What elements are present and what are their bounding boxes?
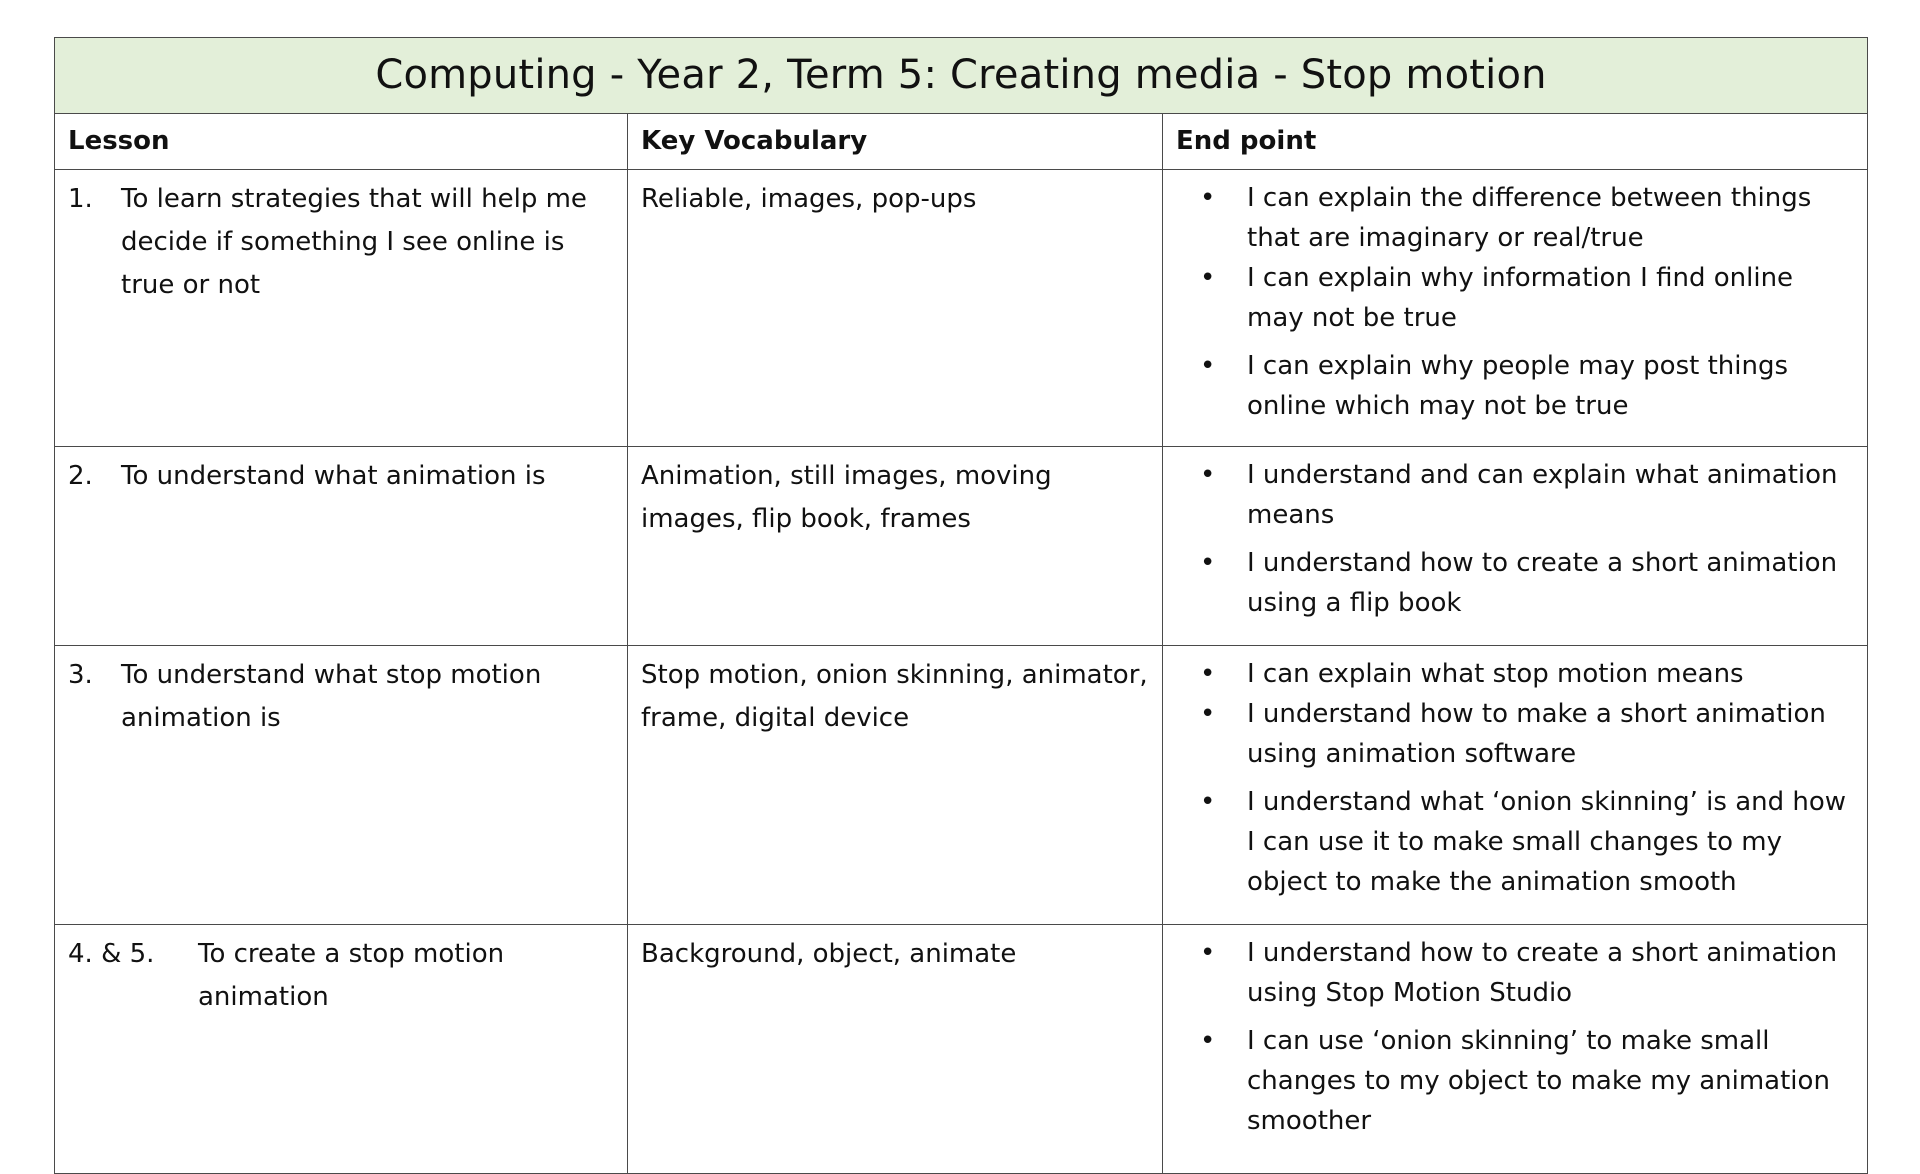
bullet-icon: • xyxy=(1200,938,1216,968)
lesson-number: 3. xyxy=(68,660,93,690)
lesson-number: 2. xyxy=(68,461,93,491)
bullet-icon: • xyxy=(1200,183,1216,213)
endpoint-list xyxy=(1176,455,1854,623)
bullet-icon: • xyxy=(1200,460,1216,490)
endpoint-item: • I can use ‘onion skinning’ to make small changes to my object to make my animation smoother xyxy=(1176,1021,1854,1141)
header-lesson: Lesson xyxy=(55,114,628,170)
endpoint-item: • I understand how to make a short animation using animation software xyxy=(1176,694,1854,774)
lesson-cell xyxy=(55,447,628,646)
endpoint-cell xyxy=(1163,925,1868,1174)
header-endpoint: End point xyxy=(1163,114,1868,170)
endpoint-item: • I understand what ‘onion skinning’ is and how I can use it to make small changes to my object to make the animation smooth xyxy=(1176,782,1854,902)
bullet-icon: • xyxy=(1200,263,1216,293)
lesson-title: To understand what stop motion animation is xyxy=(121,660,542,733)
vocabulary-cell: Reliable, images, pop-ups xyxy=(628,170,1163,447)
table-row xyxy=(55,925,1868,1174)
lesson-number: 4. & 5. xyxy=(68,939,155,969)
table-row xyxy=(55,170,1868,447)
endpoint-list xyxy=(1176,654,1854,902)
endpoint-cell xyxy=(1163,170,1868,447)
header-vocabulary: Key Vocabulary xyxy=(628,114,1163,170)
vocabulary-cell: Stop motion, onion skinning, animator, frame, digital device xyxy=(628,646,1163,925)
bullet-icon: • xyxy=(1200,659,1216,689)
endpoint-list xyxy=(1176,933,1854,1141)
bullet-icon: • xyxy=(1200,351,1216,381)
endpoint-cell xyxy=(1163,646,1868,925)
endpoint-list xyxy=(1176,178,1854,426)
lesson-title: To create a stop motion animation xyxy=(198,939,505,1012)
endpoint-item: • I understand how to create a short animation using Stop Motion Studio xyxy=(1176,933,1854,1013)
table-title: Computing - Year 2, Term 5: Creating media - Stop motion xyxy=(55,38,1868,114)
bullet-icon: • xyxy=(1200,548,1216,578)
endpoint-item: • I can explain what stop motion means xyxy=(1176,654,1854,694)
endpoint-item: • I understand and can explain what animation means xyxy=(1176,455,1854,535)
lesson-cell xyxy=(55,646,628,925)
endpoint-item: • I can explain the difference between things that are imaginary or real/true xyxy=(1176,178,1854,258)
endpoint-item: • I can explain why information I find online may not be true xyxy=(1176,258,1854,338)
bullet-icon: • xyxy=(1200,1026,1216,1056)
endpoint-item: • I can explain why people may post things online which may not be true xyxy=(1176,346,1854,426)
lesson-number: 1. xyxy=(68,184,93,214)
endpoint-cell xyxy=(1163,447,1868,646)
curriculum-table xyxy=(54,37,1868,1174)
table-row xyxy=(55,447,1868,646)
vocabulary-cell: Animation, still images, moving images, flip book, frames xyxy=(628,447,1163,646)
lesson-title: To understand what animation is xyxy=(121,461,546,491)
lesson-cell xyxy=(55,170,628,447)
bullet-icon: • xyxy=(1200,787,1216,817)
bullet-icon: • xyxy=(1200,699,1216,729)
lesson-cell xyxy=(55,925,628,1174)
lesson-title: To learn strategies that will help me decide if something I see online is true or not xyxy=(121,184,587,300)
endpoint-item: • I understand how to create a short animation using a flip book xyxy=(1176,543,1854,623)
vocabulary-cell: Background, object, animate xyxy=(628,925,1163,1174)
table-row xyxy=(55,646,1868,925)
